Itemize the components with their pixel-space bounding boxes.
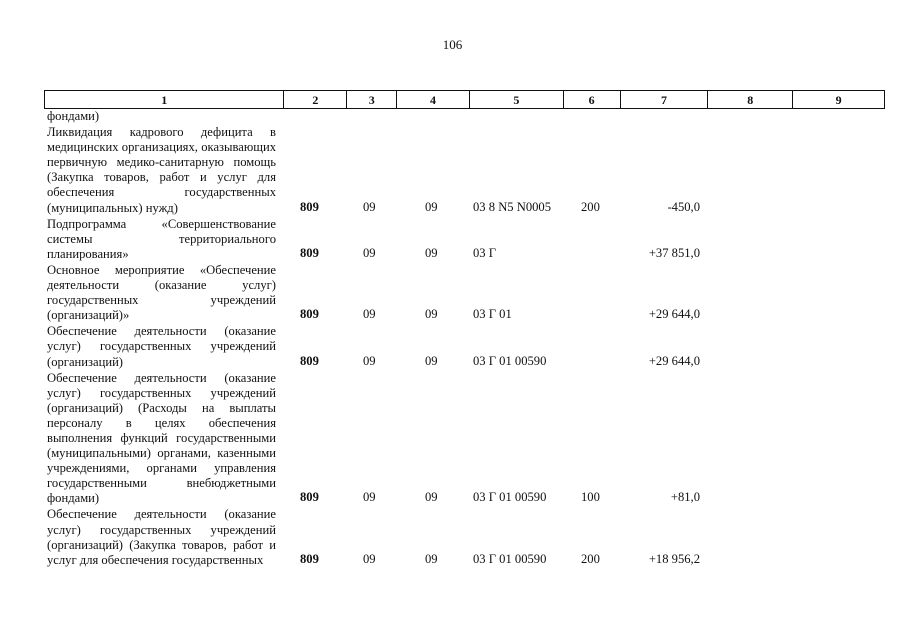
header-col-5: 5 [470,91,564,108]
row-section: 09 [363,551,376,566]
row-amount: +18 956,2 [648,551,700,566]
row-subsection: 09 [425,551,438,566]
row-amount: +37 851,0 [648,245,700,260]
row-ministry-code: 809 [300,353,319,368]
header-col-2: 2 [284,91,347,108]
row-section: 09 [363,353,376,368]
row-ministry-code: 809 [300,551,319,566]
row-name: Обеспечение деятельности (оказание услуг) государственных учреждений (организаций) (Расходы на выплаты персоналу в целях обеспечения выполнения функций государственными (муниципальными) органами, казенными учреждениями, органами управления государственными внебюджетными фондами) [47,370,276,506]
table-row [44,125,885,216]
table-row [44,371,885,507]
table-row [44,217,885,262]
row-subsection: 09 [425,307,438,322]
row-name: Обеспечение деятельности (оказание услуг) государственных учреждений (организаций) (Закупка товаров, работ и услуг для обеспечения государственных [47,507,276,567]
row-target-article: 03 Г 01 [473,307,512,322]
row-expense-type: 200 [581,199,600,214]
row-subsection: 09 [425,353,438,368]
row-expense-type: 100 [581,490,600,505]
row-expense-type: 200 [581,551,600,566]
row-name: фондами) [47,109,100,123]
row-subsection: 09 [425,199,438,214]
row-ministry-code: 809 [300,245,319,260]
page-number: 106 [442,37,463,52]
header-col-3: 3 [347,91,397,108]
row-ministry-code: 809 [300,307,319,322]
row-subsection: 09 [425,490,438,505]
row-name: Ликвидация кадрового дефицита в медицинских организациях, оказывающих первичную медико-санитарную помощь (Закупка товаров, работ и услуг для обеспечения государственных (муниципальных) нужд) [47,125,276,215]
row-section: 09 [363,490,376,505]
row-amount: +29 644,0 [648,353,700,368]
row-ministry-code: 809 [300,199,319,214]
table-row [44,324,885,369]
row-target-article: 03 Г 01 00590 [473,551,547,566]
row-amount: +29 644,0 [648,307,700,322]
row-target-article: 03 Г [473,245,497,260]
header-col-6: 6 [564,91,621,108]
row-amount: -450,0 [667,199,700,214]
header-col-8: 8 [708,91,793,108]
row-target-article: 03 Г 01 00590 [473,490,547,505]
row-ministry-code: 809 [300,490,319,505]
row-name: Подпрограмма «Совершенствование системы территориального планирования» [47,216,276,261]
row-amount: +81,0 [670,490,700,505]
header-col-9: 9 [835,93,842,107]
row-target-article: 03 8 N5 N0005 [473,199,552,214]
row-target-article: 03 Г 01 00590 [473,353,547,368]
table-row [44,109,885,124]
row-name: Основное мероприятие «Обеспечение деятельности (оказание услуг) государственных учреждений (организаций)» [47,262,276,323]
header-col-4: 4 [397,91,470,108]
table-body [44,109,885,568]
header-col-7: 7 [621,91,709,108]
table-row [44,507,885,567]
row-section: 09 [363,245,376,260]
header-col-1: 1 [45,91,284,108]
table-row [44,263,885,323]
row-name: Обеспечение деятельности (оказание услуг) государственных учреждений (организаций) [47,324,276,369]
row-section: 09 [363,307,376,322]
table-header-row [44,90,885,109]
row-section: 09 [363,199,376,214]
row-subsection: 09 [425,245,438,260]
